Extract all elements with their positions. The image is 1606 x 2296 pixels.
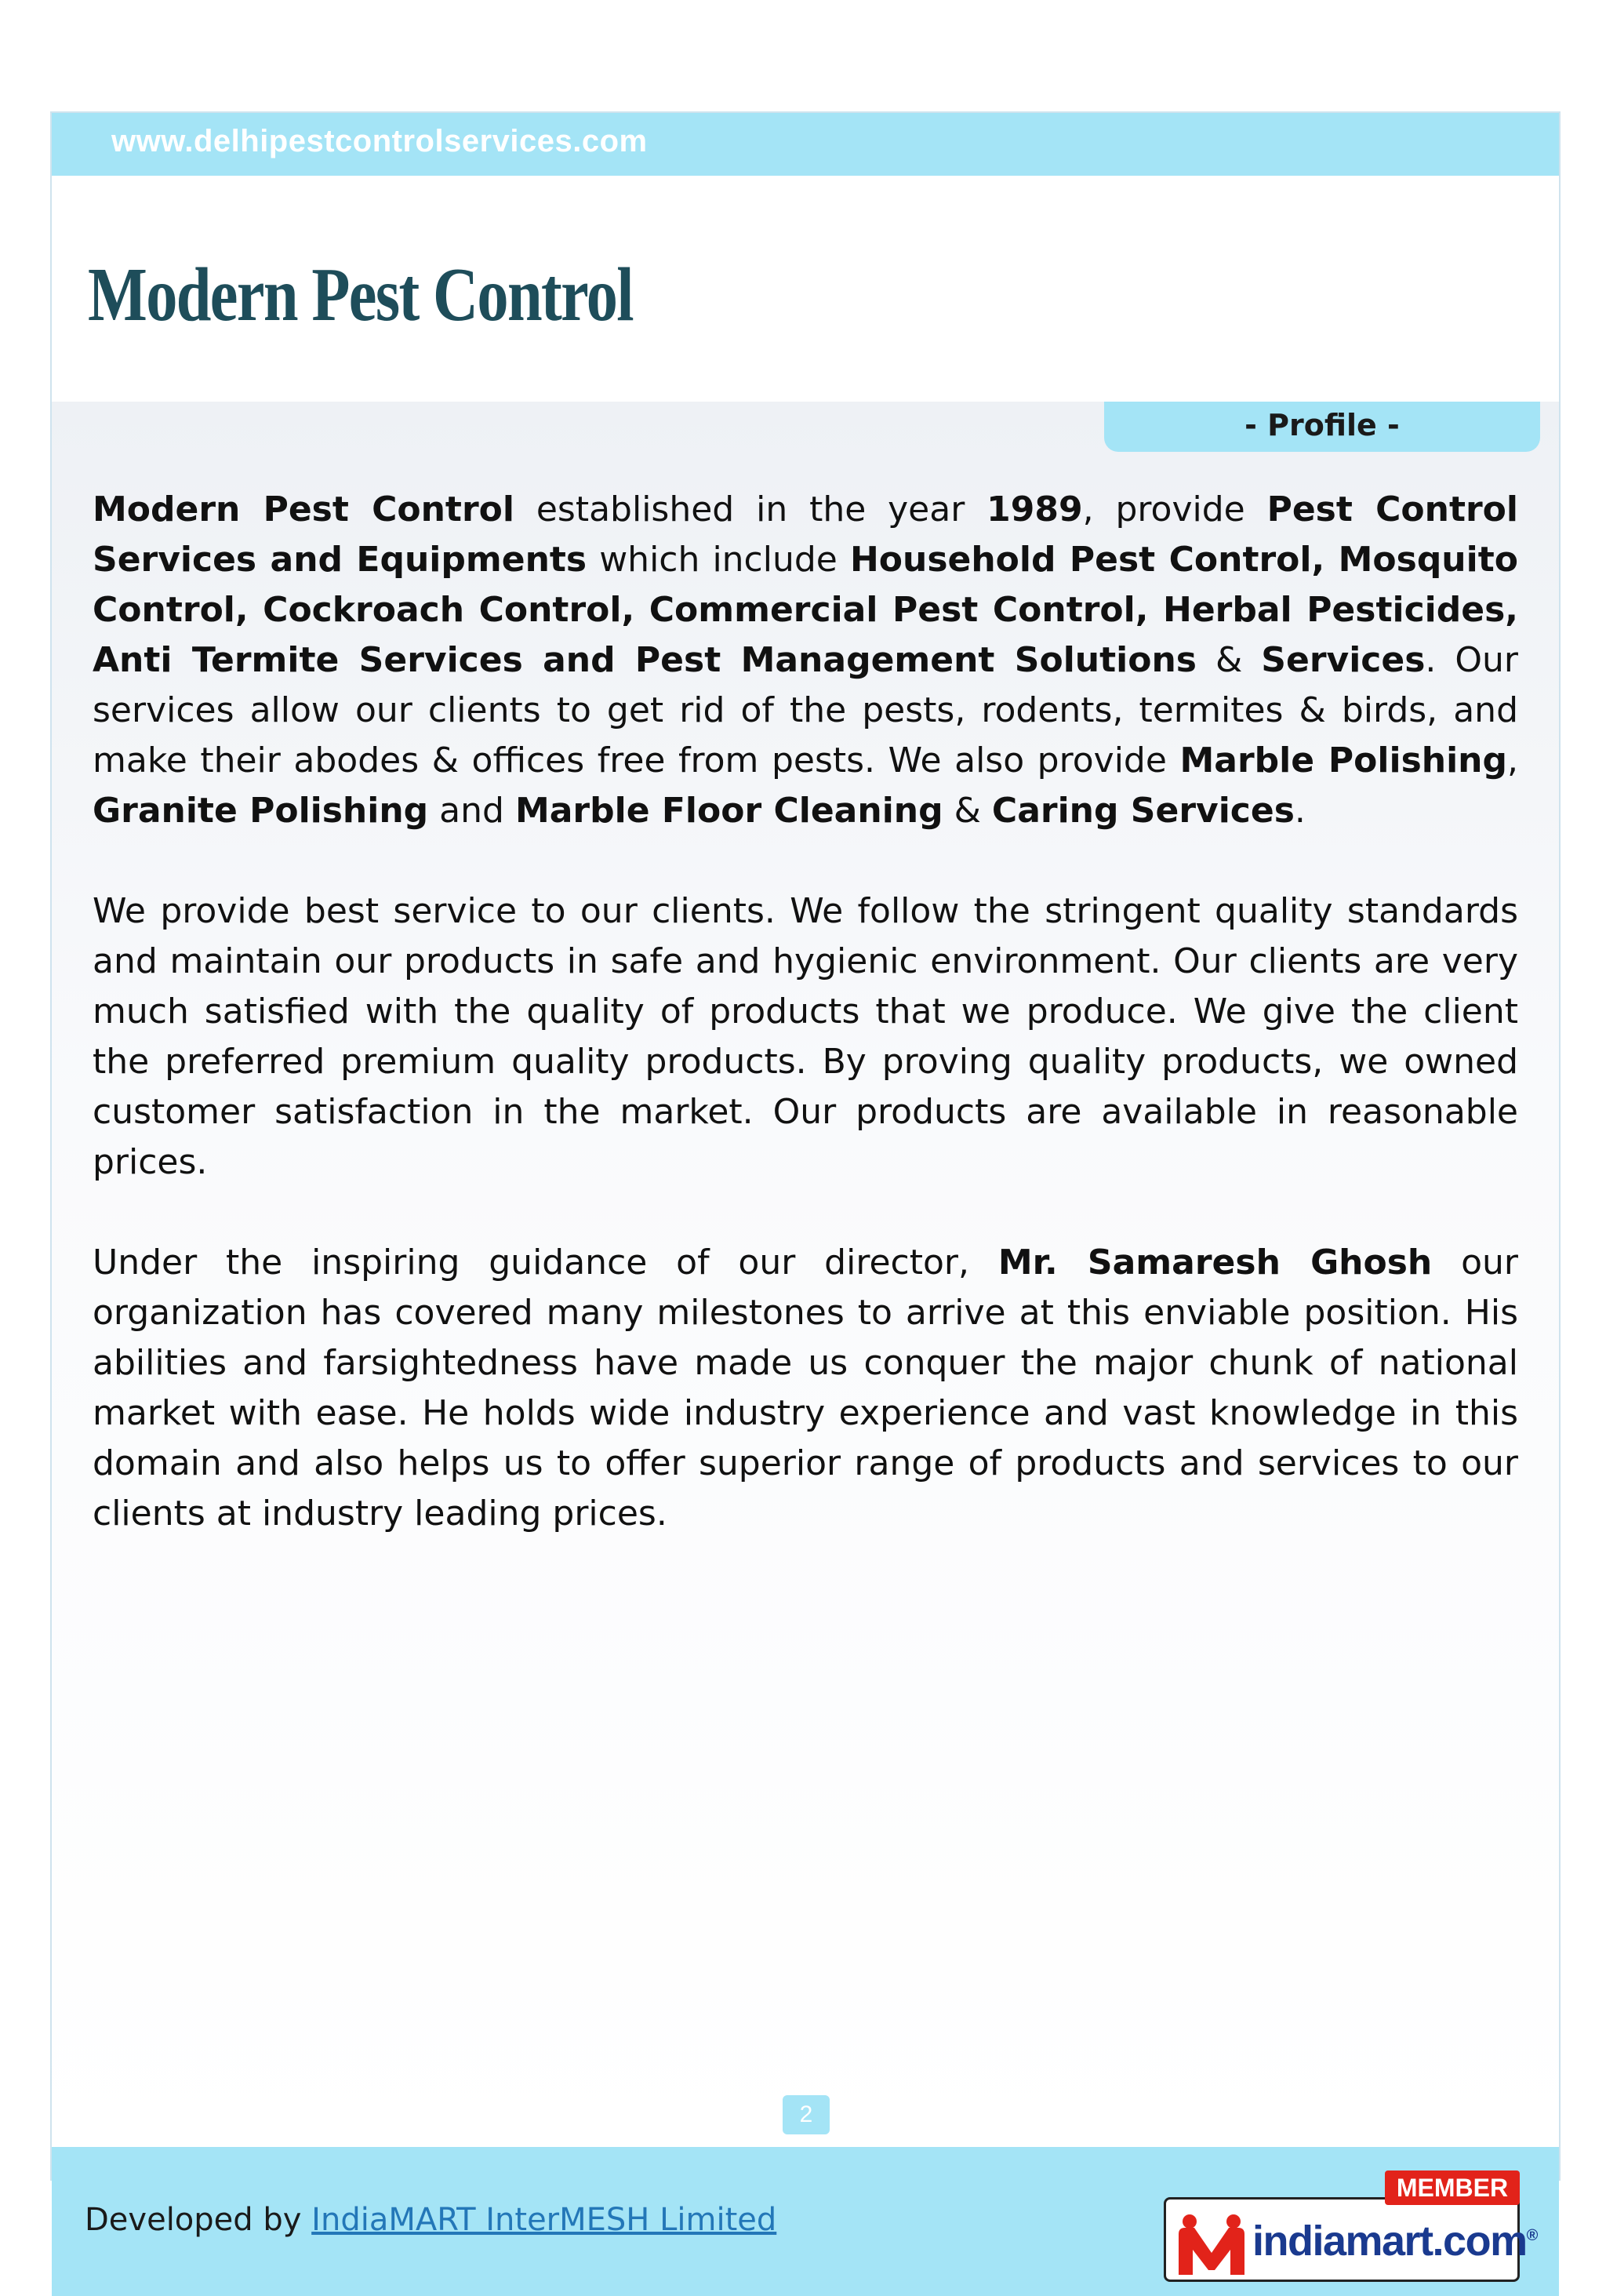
header	[52, 176, 1559, 402]
developed-by-label: Developed by	[85, 2202, 312, 2238]
text-span: , provide	[1082, 489, 1267, 529]
paragraph-director	[93, 1238, 1518, 1539]
service-highlight: Granite Polishing	[93, 791, 429, 831]
content-area	[52, 402, 1559, 2147]
service-highlight: Services	[1261, 640, 1426, 680]
established-year: 1989	[986, 489, 1083, 529]
service-list: Household Pest Control, Mosquito Control, Cockroach Control, Commercial Pest Control, Herbal Pesticides, Anti Termite Services and Pest Management Solutions	[93, 540, 1518, 680]
registered-mark: ®	[1526, 2227, 1537, 2244]
logo-text	[1252, 2217, 1537, 2265]
text-span: ,	[1507, 740, 1518, 780]
company-title: Modern Pest Control	[88, 253, 633, 337]
footer-credit	[85, 2202, 776, 2238]
indiamart-member-logo[interactable]	[1164, 2170, 1537, 2282]
text-span: our organization has covered many milestones to arrive at this enviable position. His abilities and farsightedness have made us conquer the major chunk of national market with ease. He holds wide industry experience and vast knowledge in this domain and also helps us to offer superior range of products and services to our clients at industry leading prices.	[93, 1243, 1518, 1534]
developer-link[interactable]: IndiaMART InterMESH Limited	[311, 2202, 777, 2238]
text-span: and	[428, 791, 515, 831]
text-span: . Our services allow our clients to get rid of the pests, rodents, termites & birds, and make their abodes & offices free from pests. We also provide	[93, 640, 1518, 780]
profile-tab: - Profile -	[1104, 402, 1540, 452]
logo-wordmark: indiamart.com	[1252, 2218, 1527, 2265]
text-span: .	[1294, 791, 1306, 831]
text-span: Under the inspiring guidance of our director,	[93, 1243, 998, 1283]
indiamart-m-icon	[1174, 2209, 1249, 2276]
website-url[interactable]: www.delhipestcontrolservices.com	[111, 124, 648, 158]
document-page	[50, 111, 1561, 2265]
logo-panel	[1164, 2197, 1537, 2282]
footer	[52, 2147, 1559, 2296]
text-span: established in the year	[514, 489, 987, 529]
top-bar	[52, 113, 1559, 176]
company-name: Modern Pest Control	[93, 489, 514, 529]
body-text	[93, 485, 1518, 1589]
service-highlight: Marble Floor Cleaning	[514, 791, 943, 831]
paragraph-quality: We provide best service to our clients. We follow the stringent quality standards and maintain our products in safe and hygienic environment. Our clients are very much satisfied with the quality of products that we produce. We give the client the preferred premium quality products. By proving quality products, we owned customer satisfaction in the market. Our products are available in reasonable prices.	[93, 891, 1518, 1182]
service-highlight: Marble Polishing	[1179, 740, 1507, 780]
text-span: which include	[587, 540, 850, 580]
service-highlight: Pest Control Services and Equipments	[93, 489, 1518, 580]
service-highlight: Caring Services	[991, 791, 1295, 831]
director-name: Mr. Samaresh Ghosh	[997, 1243, 1433, 1283]
text-span: &	[1196, 640, 1262, 680]
text-span: &	[943, 791, 992, 831]
member-badge: MEMBER	[1385, 2170, 1520, 2205]
paragraph-intro	[93, 485, 1518, 836]
page-number: 2	[783, 2095, 830, 2134]
